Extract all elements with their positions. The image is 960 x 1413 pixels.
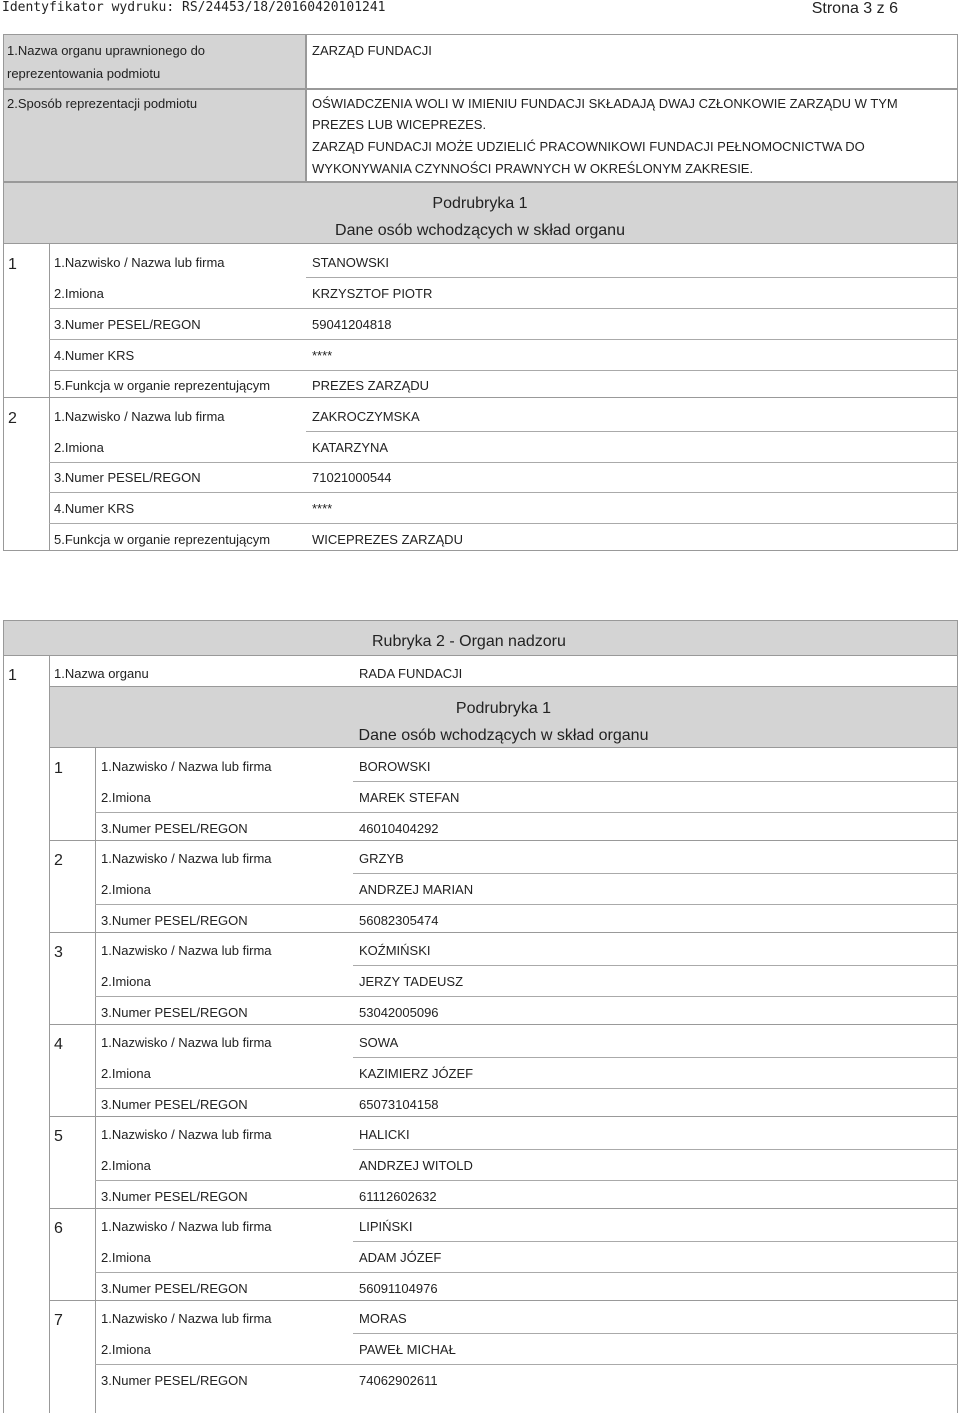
cell-divider bbox=[353, 1149, 958, 1150]
person-imiona-label: 2.Imiona bbox=[101, 1250, 151, 1265]
person-pesel: 46010404292 bbox=[359, 821, 439, 836]
person-pesel-label: 3.Numer PESEL/REGON bbox=[101, 1373, 248, 1388]
cell-divider bbox=[95, 1364, 958, 1365]
person-imiona-label: 2.Imiona bbox=[101, 882, 151, 897]
row-divider bbox=[49, 1116, 958, 1117]
cell-divider bbox=[353, 1241, 958, 1242]
cell-divider bbox=[95, 996, 958, 997]
sub1-title: Podrubryka 1 bbox=[432, 195, 528, 212]
page-number: Strona 3 z 6 bbox=[811, 0, 898, 17]
person-imiona-label: 2.Imiona bbox=[101, 1066, 151, 1081]
rubryka2-title: Rubryka 2 - Organ nadzoru bbox=[372, 633, 566, 650]
person-funkcja-label: 5.Funkcja w organie reprezentującym bbox=[54, 378, 271, 393]
rubryka2-organ-value: RADA FUNDACJI bbox=[359, 666, 463, 681]
person-pesel-label: 3.Numer PESEL/REGON bbox=[54, 470, 201, 485]
person-nazwisko: MORAS bbox=[359, 1311, 407, 1326]
organ-label-line1: 1.Nazwa organu uprawnionego do bbox=[7, 43, 206, 58]
person-nazwisko: BOROWSKI bbox=[359, 759, 431, 774]
person-pesel: 74062902611 bbox=[359, 1373, 438, 1388]
rubryka2-person-number: 1 bbox=[54, 760, 63, 777]
person-imiona: ANDRZEJ WITOLD bbox=[359, 1158, 473, 1173]
sposob-label: 2.Sposób reprezentacji podmiotu bbox=[7, 96, 198, 111]
cell-divider bbox=[353, 1333, 958, 1334]
person-imiona-label: 2.Imiona bbox=[101, 790, 151, 805]
cell-divider bbox=[95, 812, 958, 813]
rubryka2-number: 1 bbox=[8, 667, 17, 684]
cell-divider bbox=[353, 781, 958, 782]
person-imiona-label: 2.Imiona bbox=[101, 974, 151, 989]
person-imiona: KAZIMIERZ JÓZEF bbox=[359, 1066, 474, 1081]
person-pesel-label: 3.Numer PESEL/REGON bbox=[101, 821, 248, 836]
print-identifier: Identyfikator wydruku: RS/24453/18/20160420101241 bbox=[2, 0, 386, 15]
person-nazwisko: LIPIŃSKI bbox=[359, 1219, 413, 1234]
rubryka2-person-number: 2 bbox=[54, 852, 63, 869]
person-pesel-label: 3.Numer PESEL/REGON bbox=[101, 913, 248, 928]
person-imiona-label: 2.Imiona bbox=[54, 286, 104, 301]
cell-divider bbox=[353, 1057, 958, 1058]
person-pesel-label: 3.Numer PESEL/REGON bbox=[101, 1097, 248, 1112]
person-nazwisko-label: 1.Nazwisko / Nazwa lub firma bbox=[101, 759, 272, 774]
person-nazwisko-label: 1.Nazwisko / Nazwa lub firma bbox=[101, 943, 272, 958]
person-pesel: 65073104158 bbox=[359, 1097, 439, 1112]
person-imiona: ADAM JÓZEF bbox=[359, 1250, 442, 1265]
row-divider bbox=[49, 1208, 958, 1209]
person-nazwisko-label: 1.Nazwisko / Nazwa lub firma bbox=[54, 255, 225, 270]
rubryka2-organ-label: 1.Nazwa organu bbox=[54, 666, 149, 681]
person-pesel-label: 3.Numer PESEL/REGON bbox=[101, 1281, 248, 1296]
person-pesel-label: 3.Numer PESEL/REGON bbox=[101, 1005, 248, 1020]
person-imiona: MAREK STEFAN bbox=[359, 790, 460, 805]
person-funkcja-label: 5.Funkcja w organie reprezentującym bbox=[54, 532, 271, 547]
person-pesel: 56082305474 bbox=[359, 913, 439, 928]
rubryka2-person-number: 3 bbox=[54, 944, 63, 961]
sposob-line4: WYKONYWANIA CZYNNOŚCI PRAWNYCH W OKREŚLONYM ZAKRESIE. bbox=[312, 161, 754, 176]
person-funkcja: WICEPREZES ZARZĄDU bbox=[312, 532, 463, 547]
sposob-line2: PREZES LUB WICEPREZES. bbox=[312, 117, 487, 132]
person-funkcja: PREZES ZARZĄDU bbox=[312, 378, 430, 393]
person-nazwisko: KOŹMIŃSKI bbox=[359, 943, 431, 958]
organ-value: ZARZĄD FUNDACJI bbox=[312, 43, 432, 58]
sub1-subtitle: Dane osób wchodzących w skład organu bbox=[335, 222, 625, 239]
cell-divider bbox=[353, 873, 958, 874]
person-imiona-label: 2.Imiona bbox=[101, 1342, 151, 1357]
rubryka2-person-number: 4 bbox=[54, 1036, 63, 1053]
cell-divider bbox=[95, 1180, 958, 1181]
person-imiona: PAWEŁ MICHAŁ bbox=[359, 1342, 456, 1357]
person-pesel: 61112602632 bbox=[359, 1189, 437, 1204]
sub1-person-number: 1 bbox=[8, 256, 17, 273]
row-divider bbox=[49, 840, 958, 841]
row-divider bbox=[49, 1300, 958, 1301]
person-nazwisko: GRZYB bbox=[359, 851, 404, 866]
person-nazwisko: STANOWSKI bbox=[312, 255, 390, 270]
rubryka2-sub-subtitle: Dane osób wchodzących w skład organu bbox=[358, 727, 649, 744]
cell-divider bbox=[95, 904, 958, 905]
cell-divider bbox=[353, 965, 958, 966]
sposob-line3: ZARZĄD FUNDACJI MOŻE UDZIELIĆ PRACOWNIKOWI FUNDACJI PEŁNOMOCNICTWA DO bbox=[312, 139, 865, 154]
person-krs-label: 4.Numer KRS bbox=[54, 501, 135, 516]
cell-divider bbox=[95, 1088, 958, 1089]
person-pesel: 53042005096 bbox=[359, 1005, 439, 1020]
person-pesel: 71021000544 bbox=[312, 470, 392, 485]
person-nazwisko-label: 1.Nazwisko / Nazwa lub firma bbox=[101, 1127, 272, 1142]
person-imiona: ANDRZEJ MARIAN bbox=[359, 882, 474, 897]
person-nazwisko-label: 1.Nazwisko / Nazwa lub firma bbox=[101, 1219, 272, 1234]
rubryka2-sub-title: Podrubryka 1 bbox=[455, 700, 552, 717]
person-imiona: KATARZYNA bbox=[312, 440, 389, 455]
person-nazwisko-label: 1.Nazwisko / Nazwa lub firma bbox=[101, 851, 272, 866]
person-imiona-label: 2.Imiona bbox=[54, 440, 104, 455]
person-nazwisko: HALICKI bbox=[359, 1127, 410, 1142]
person-nazwisko-label: 1.Nazwisko / Nazwa lub firma bbox=[101, 1035, 272, 1050]
person-nazwisko: ZAKROCZYMSKA bbox=[312, 409, 420, 424]
sposob-line1: OŚWIADCZENIA WOLI W IMIENIU FUNDACJI SKŁADAJĄ DWAJ CZŁONKOWIE ZARZĄDU W TYM bbox=[312, 96, 898, 111]
person-krs-label: 4.Numer KRS bbox=[54, 348, 135, 363]
row-divider bbox=[49, 932, 958, 933]
person-nazwisko: SOWA bbox=[359, 1035, 399, 1050]
organ-label-line2: reprezentowania podmiotu bbox=[7, 66, 161, 81]
person-pesel: 59041204818 bbox=[312, 317, 392, 332]
person-imiona: KRZYSZTOF PIOTR bbox=[312, 286, 433, 301]
person-imiona: JERZY TADEUSZ bbox=[359, 974, 464, 989]
rubryka2-person-number: 6 bbox=[54, 1220, 63, 1237]
person-imiona-label: 2.Imiona bbox=[101, 1158, 151, 1173]
person-nazwisko-label: 1.Nazwisko / Nazwa lub firma bbox=[101, 1311, 272, 1326]
sub1-person-number: 2 bbox=[8, 410, 17, 427]
person-krs: **** bbox=[312, 348, 333, 363]
rubryka2-person-number: 5 bbox=[54, 1128, 63, 1145]
person-pesel-label: 3.Numer PESEL/REGON bbox=[101, 1189, 248, 1204]
cell-divider bbox=[95, 1272, 958, 1273]
row-divider bbox=[49, 1024, 958, 1025]
rubryka2-person-number: 7 bbox=[54, 1312, 63, 1329]
person-nazwisko-label: 1.Nazwisko / Nazwa lub firma bbox=[54, 409, 225, 424]
person-pesel: 56091104976 bbox=[359, 1281, 438, 1296]
person-krs: **** bbox=[312, 501, 333, 516]
person-pesel-label: 3.Numer PESEL/REGON bbox=[54, 317, 201, 332]
